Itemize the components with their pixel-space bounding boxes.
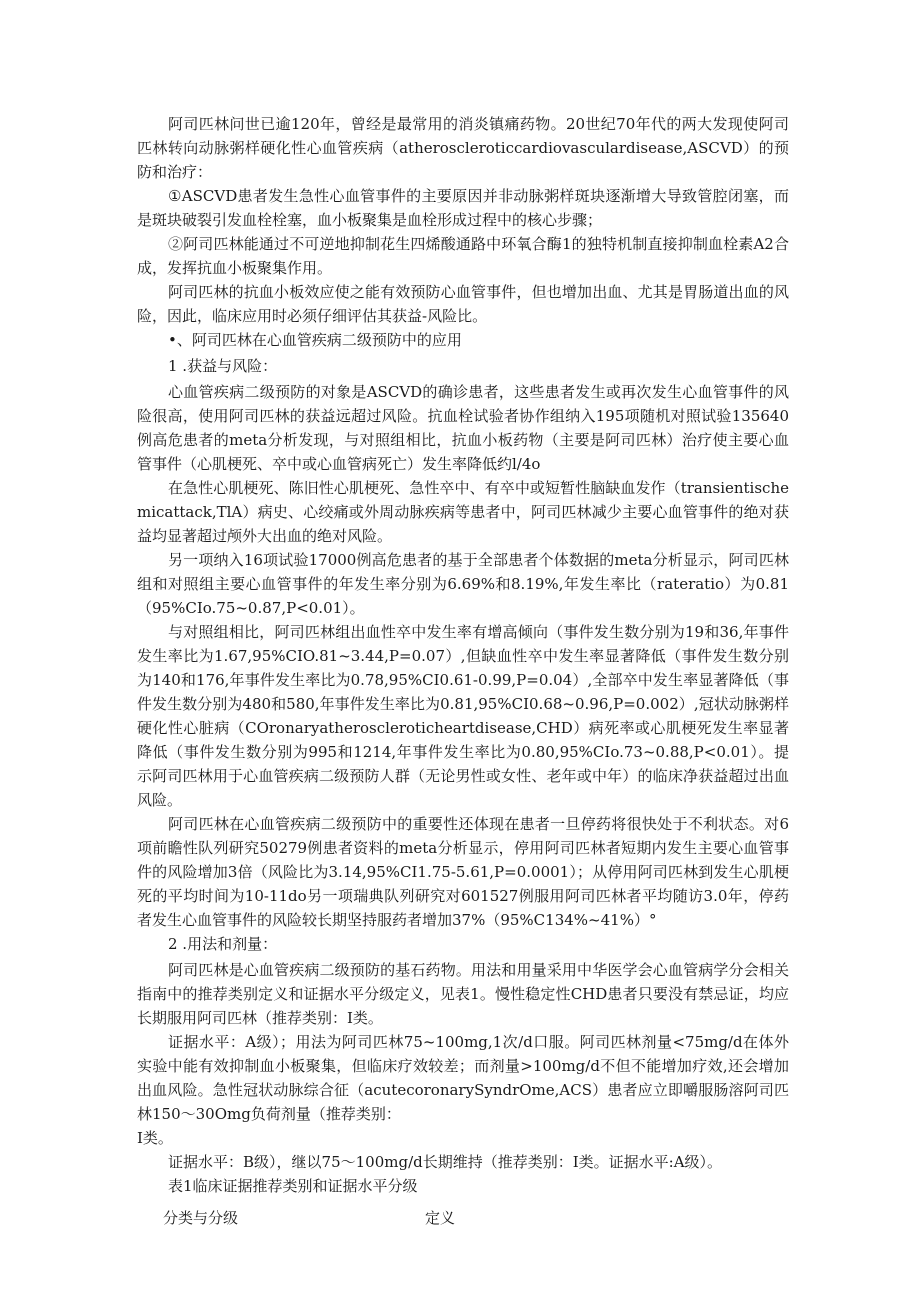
stroke-outcome-paragraph: 与对照组相比，阿司匹林组出血性卒中发生率有增高倾向（事件发生数分别为19和36,年事件发生率比为1.67,95%CIO.81~3.44,P=0.07）,但缺血性卒中发生率显著降低（事件发生数分别为140和176,年事件发生率比为0.78,95%CI0.61-0.99,P=0.04）,全部卒中发生率显著降低（事件发生数分别为480和580,年事件发生率比为0.81,95%CI0.68~0.96,P=0.002）,冠状动脉粥样硬化性心脏病（COronaryatheroscleroticheartdisease,CHD）病死率或心肌梗死发生率显著降低（事件发生数分别为995和1214,年事件发生率比为0.80,95%CIo.73~0.88,P<0.01）。提示阿司匹林用于心血管疾病二级预防人群（无论男性或女性、老年或中年）的临床净获益超过出血风险。 [137,623,789,809]
document-body [137,112,789,1230]
maintenance-paragraph: 证据水平：B级），继以75～100mg/d长期维持（推荐类别：I类。证据水平:A级）。 [168,1153,723,1171]
table-header-category: 分类与分级 [163,1209,239,1227]
dosage-paragraph: 证据水平：A级）；用法为阿司匹林75~100mg,1次/d口服。阿司匹林剂量<75mg/d在体外实验中能有效抑制血小板聚集，但临床疗效较差；而剂量>100mg/d不但不能增加疗效,还会增加出血风险。急性冠状动脉综合征（acutecoronarySyndrOme,ACS）患者应立即嚼服肠溶阿司匹林150～30Omg负荷剂量（推荐类别： [137,1033,789,1123]
point-1-paragraph: ①ASCVD患者发生急性心血管事件的主要原因并非动脉粥样斑块逐渐增大导致管腔闭塞，而是斑块破裂引发血栓栓塞，血小板聚集是血栓形成过程中的核心步骤； [137,187,789,229]
risk-paragraph: 阿司匹林的抗血小板效应使之能有效预防心血管事件，但也增加出血、尤其是胃肠道出血的风险，因此，临床应用时必须仔细评估其获益-风险比。 [137,283,789,325]
subsection-heading-2: 2 .用法和剂量： [168,935,278,953]
discontinuation-paragraph: 阿司匹林在心血管疾病二级预防中的重要性还体现在患者一旦停药将很快处于不利状态。对6项前瞻性队列研究50279例患者资料的meta分析显示，停用阿司匹林者短期内发生主要心血管事件的风险增加3倍（风险比为3.14,95%CI1.75-5.61,P=0.0001）；从停用阿司匹林到发生心肌梗死的平均时间为10-11do另一项瑞典队列研究对601527例服用阿司匹林者平均随访3.0年，停药者发生心血管事件的风险较长期坚持服药者增加37%（95%C134%~41%）° [137,815,789,929]
table-header-row [137,1206,789,1230]
intro-paragraph: 阿司匹林问世已逾120年，曾经是最常用的消炎镇痛药物。20世纪70年代的两大发现使阿司匹林转向动脉粥样硬化性心血管疾病（atheroscleroticcardiovasculardisease,ASCVD）的预防和治疗： [137,115,789,181]
class-line: I类。 [137,1129,173,1147]
section-heading: •、阿司匹林在心血管疾病二级预防中的应用 [168,331,462,349]
subsection-heading-1: 1 .获益与风险： [168,357,278,375]
secondary-prevention-paragraph: 心血管疾病二级预防的对象是ASCVD的确诊患者，这些患者发生或再次发生心血管事件的风险很高，使用阿司匹林的获益远超过风险。抗血栓试验者协作组纳入195项随机对照试验135640例高危患者的meta分析发现，与对照组相比，抗血小板药物（主要是阿司匹林）治疗使主要心血管事件（心肌梗死、卒中或心血管病死亡）发生率降低约l/4o [137,383,789,473]
usage-paragraph: 阿司匹林是心血管疾病二级预防的基石药物。用法和用量采用中华医学会心血管病学分会相关指南中的推荐类别定义和证据水平分级定义，见表1。慢性稳定性CHD患者只要没有禁忌证，均应长期服用阿司匹林（推荐类别：I类。 [137,961,789,1027]
benefit-paragraph: 在急性心肌梗死、陈旧性心肌梗死、急性卒中、有卒中或短暂性脑缺血发作（transientischemicattack,TlA）病史、心绞痛或外周动脉疾病等患者中，阿司匹林减少主要心血管事件的绝对获益均显著超过颅外大出血的绝对风险。 [137,479,789,545]
meta-analysis-paragraph: 另一项纳入16项试验17000例高危患者的基于全部患者个体数据的meta分析显示，阿司匹林组和对照组主要心血管事件的年发生率分别为6.69%和8.19%,年发生率比（rateratio）为0.81（95%CIo.75~0.87,P<0.01）。 [137,551,789,617]
table-caption: 表1临床证据推荐类别和证据水平分级 [168,1177,418,1195]
point-2-paragraph: ②阿司匹林能通过不可逆地抑制花生四烯酸通路中环氧合酶1的独特机制直接抑制血栓素A2合成，发挥抗血小板聚集作用。 [137,235,789,277]
table-header-definition: 定义 [425,1209,456,1227]
